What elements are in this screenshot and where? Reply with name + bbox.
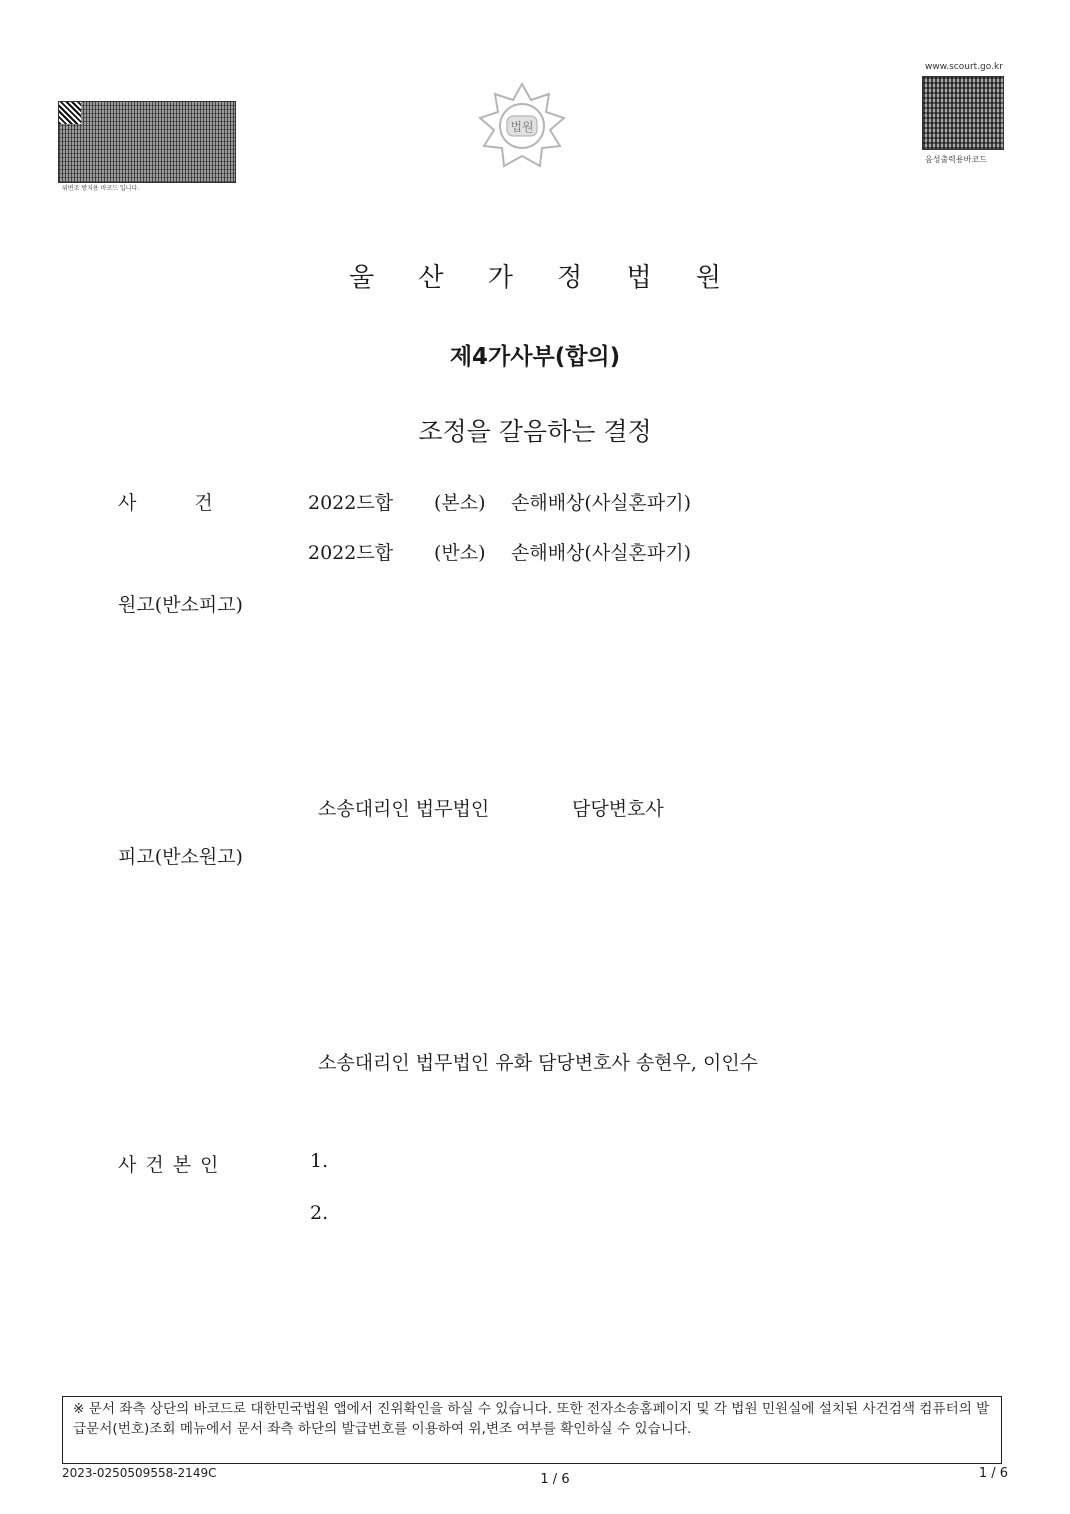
page-number: 1 / 6 [540,1472,570,1487]
case-number: 2022드합 [308,542,394,564]
court-emblem-icon [474,78,570,174]
principals-label: 사건본인 [118,1154,228,1176]
plaintiff-agent-lawyer: 담당변호사 [572,798,664,820]
case-type: (본소) [434,492,486,514]
plaintiff-agent: 소송대리인 법무법인 [318,798,490,820]
qr-caption: 음성출력용바코드 [925,155,987,164]
defendant-agent: 소송대리인 법무법인 유화 담당변호사 송현우, 이인수 [318,1052,759,1074]
court-url: www.scourt.go.kr [925,62,1003,72]
principal-item: 1. [310,1150,329,1172]
principal-item: 2. [310,1202,329,1224]
anti-forgery-barcode [58,101,236,183]
defendant-label: 피고(반소원고) [118,846,243,868]
case-name: 손해배상(사실혼파기) [511,492,692,514]
issue-number: 2023-0250509558-2149C [62,1466,217,1480]
document-title: 조정을 갈음하는 결정 [418,417,652,446]
court-name: 울 산 가 정 법 원 [348,263,740,293]
voice-output-qr-code [922,76,1004,150]
division: 제4가사부(합의) [449,344,621,370]
plaintiff-label: 원고(반소피고) [118,594,243,616]
case-name: 손해배상(사실혼파기) [511,542,692,564]
case-label: 사 건 [118,492,213,514]
verification-notice: ※ 문서 좌측 상단의 바코드로 대한민국법원 앱에서 진위확인을 하실 수 있습니다. 또한 전자소송홈페이지 및 각 법원 민원실에 설치된 사건검색 컴퓨터의 발급문서(번호)조회 메뉴에서 문서 좌측 하단의 발급번호를 이용하여 위,변조 여부를 확인하실 수 있습니다. [62,1396,1002,1464]
case-number: 2022드합 [308,492,394,514]
barcode-caption: 위변조 방지용 바코드 입니다. [62,185,140,192]
case-type: (반소) [434,542,486,564]
emblem-text: 법원 [510,120,534,134]
page-number-right: 1 / 6 [978,1466,1008,1481]
barcode-corner-mark [59,102,81,124]
